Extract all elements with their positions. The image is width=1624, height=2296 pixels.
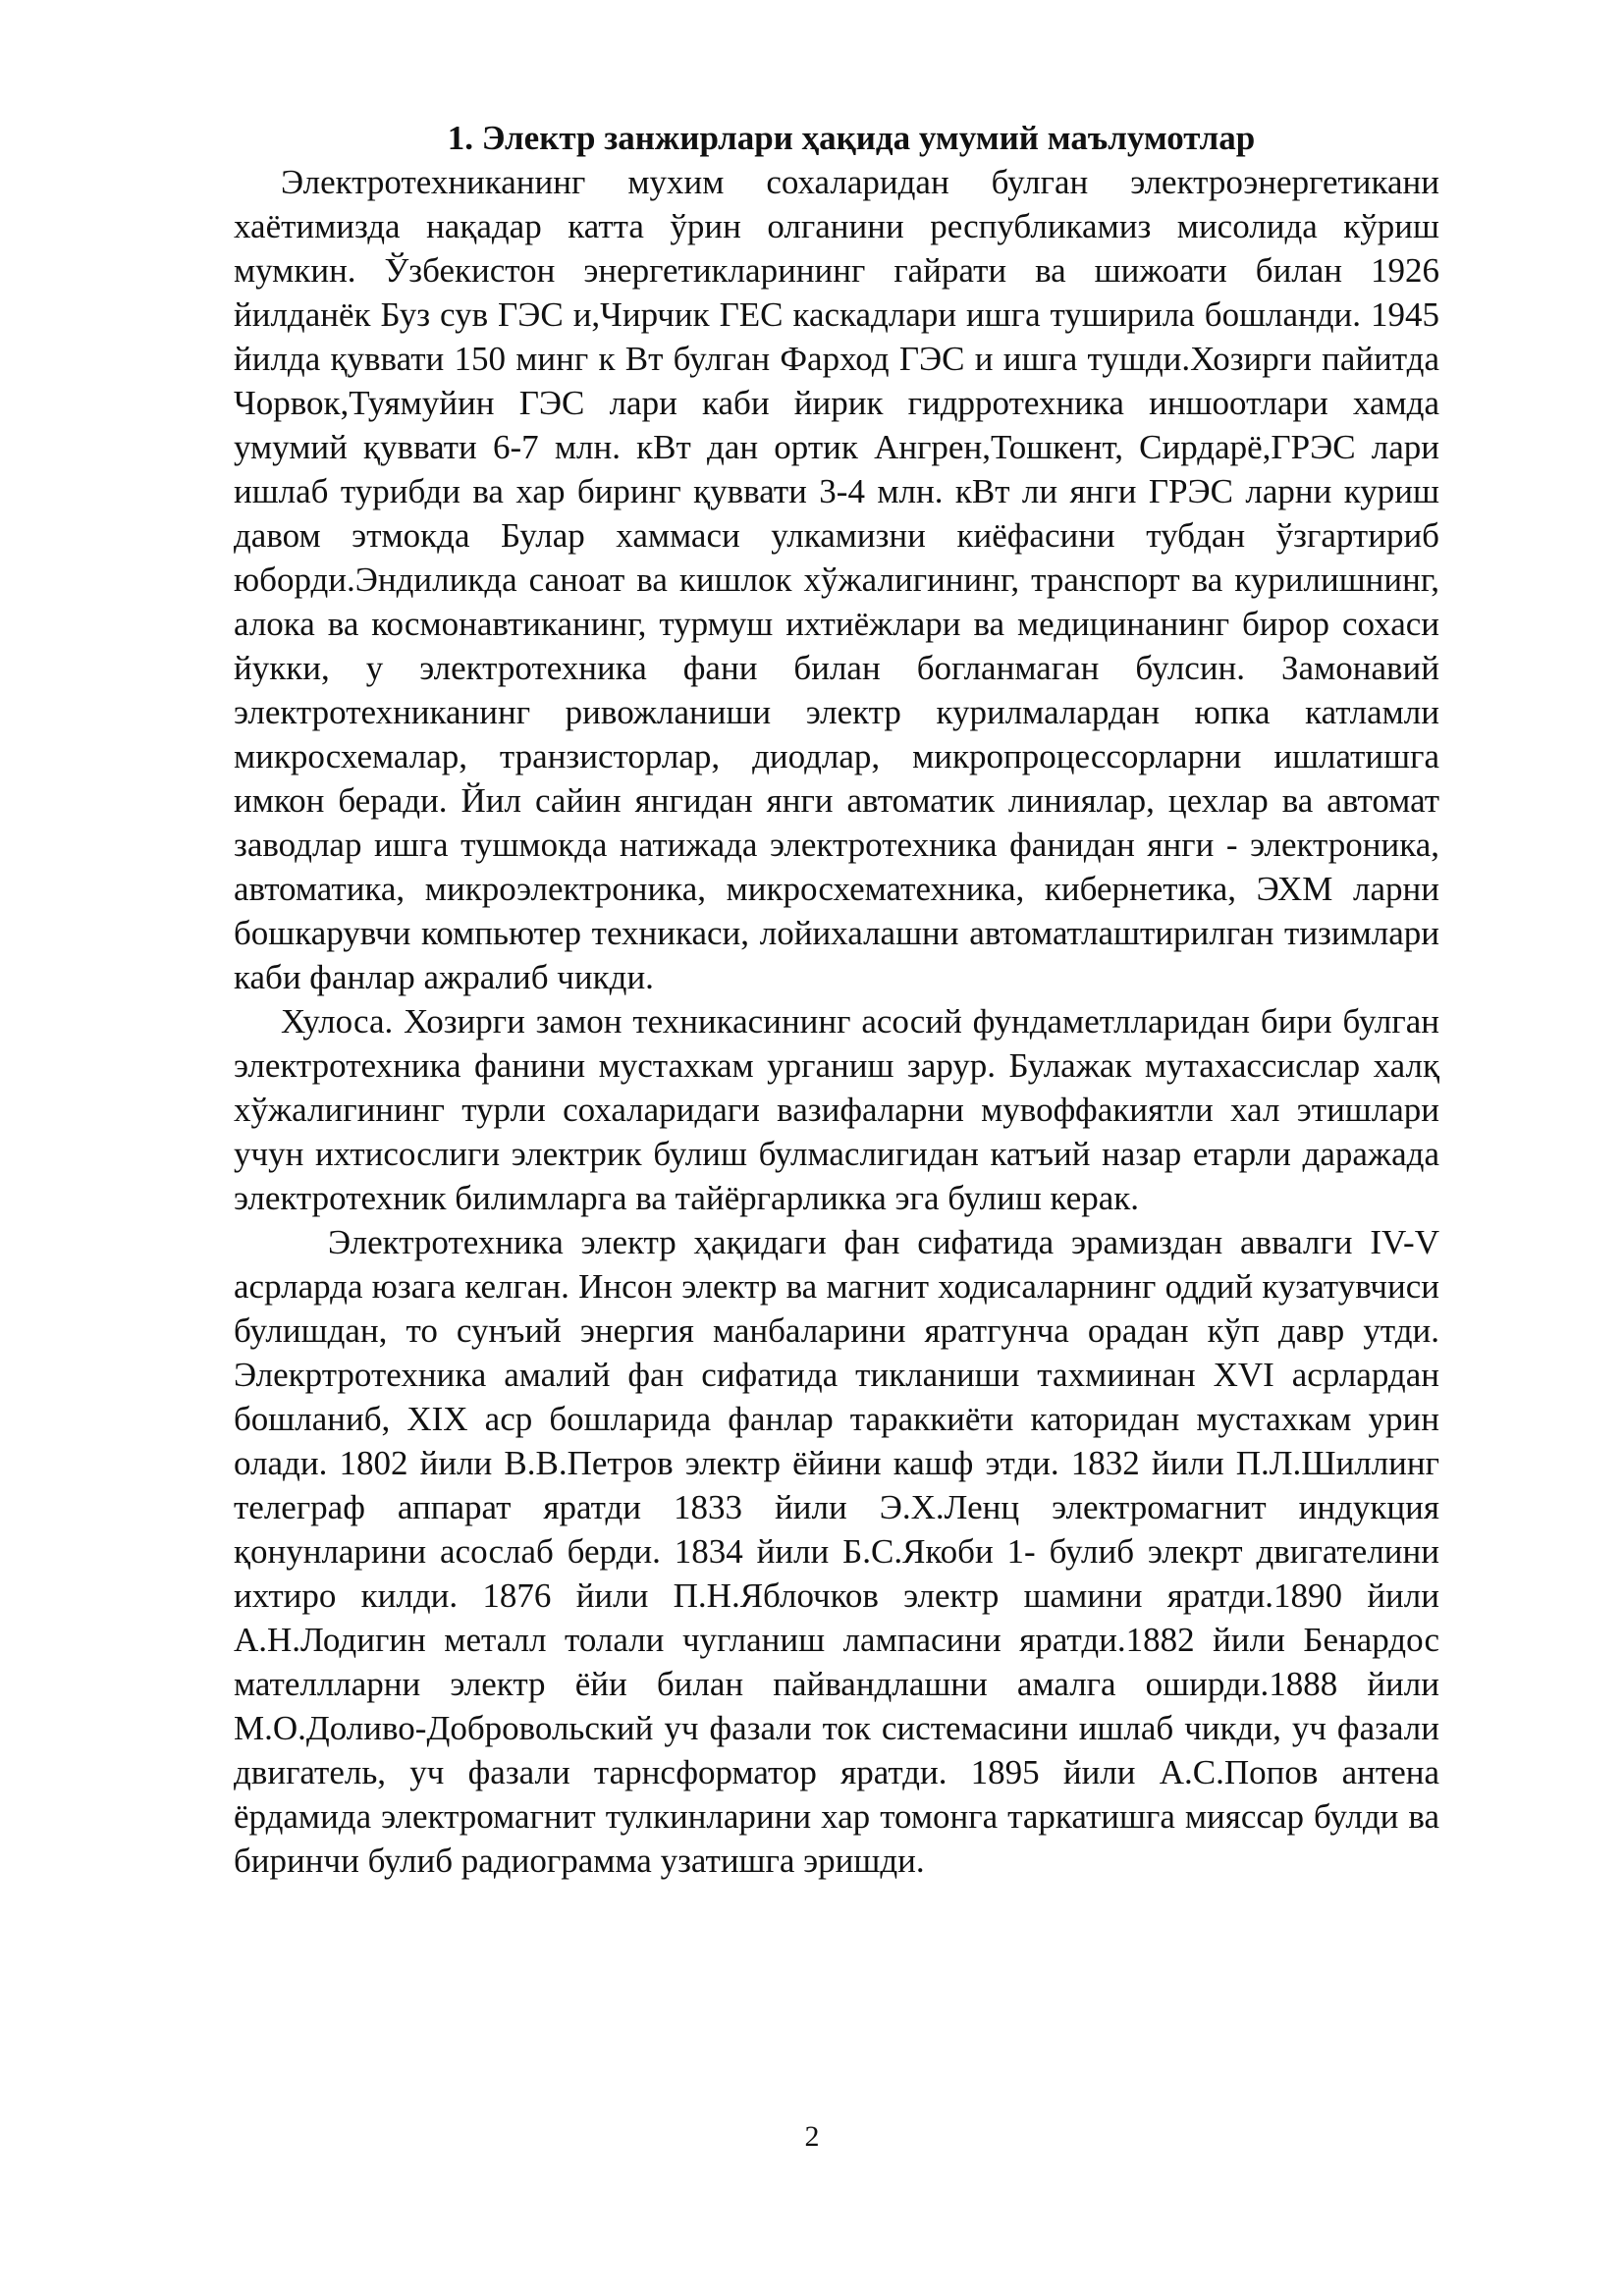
- paragraph-conclusion: Хулоса. Хозирги замон техникасининг асосий фундаметлларидан бири булган электротехника фанини мустахкам урганиш зарур. Булажак мутахассислар халқ хўжалигининг турли сохаларидаги вазифаларни мувоффакиятли хал этишлари учун ихтисослиги электрик булиш булмаслигидан катъий назар етарли даражада электротехник билимларга ва тайёргарликка эга булиш керак.: [234, 1002, 1439, 1217]
- section-heading: 1. Электр занжирлари ҳақида умумий маълумотлар: [447, 119, 1256, 157]
- document-page: [234, 116, 1439, 1883]
- page-number: 2: [804, 2120, 820, 2153]
- paragraph-history: Электротехника электр ҳақидаги фан сифатида эрамиздан аввалги IV-V асрларда юзага келган. Инсон электр ва магнит ходисаларнинг оддий кузатувчиси булишдан, то сунъий энергия манбаларини яратгунча орадан кўп давр утди. Элекртротехника амалий фан сифатида тикланиши тахмиинан XVI асрлардан бошланиб, XIX аср бошларида фанлар тараккиёти каторидан мустахкам урин олади. 1802 йили В.В.Петров электр ёйини кашф этди. 1832 йили П.Л.Шиллинг телеграф аппарат яратди 1833 йили Э.Х.Ленц электромагнит индукция қонунларини асослаб берди. 1834 йили Б.С.Якоби 1- булиб элекрт двигателини ихтиро килди. 1876 йили П.Н.Яблочков электр шамини яратди.1890 йили А.Н.Лодигин металл толали чугланиш лампасини яратди.1882 йили Бенардос мателлларни электр ёйи билан пайвандлашни амалга оширди.1888 йили М.О.Доливо-Добровольский уч фазали ток системасини ишлаб чикди, уч фазали двигатель, уч фазали тарнсформатор яратди. 1895 йили А.С.Попов антена ёрдамида электромагнит тулкинларини хар томонга таркатишга миясcар булди ва биринчи булиб радиограмма узатишга эришди.: [234, 1223, 1439, 1880]
- paragraph-intro: Электротехниканинг мухим сохаларидан булган электроэнергетикани хаётимизда нақадар катта ўрин олганини республикамиз мисолида кўриш мумкин. Ўзбекистон энергетикларининг гайрати ва шижоати билан 1926 йилданёк Буз сув ГЭС и,Чирчик ГЕС каскадлари ишга туширила бошланди. 1945 йилда қуввати 150 минг к Вт булган Фарход ГЭС и ишга тушди.Хозирги пайитда Чорвок,Туямуйин ГЭС лари каби йирик гидрротехника иншоотлари хамда умумий қуввати 6-7 млн. кВт дан ортик Ангрен,Тошкент, Сирдарё,ГРЭС лари ишлаб турибди ва хар биринг қуввати 3-4 млн. кВт ли янги ГРЭС ларни куриш давом этмокда Булар хаммаси улкамизни киёфасини тубдан ўзгартириб юборди.Эндиликда саноат ва кишлок хўжалигининг, транспорт ва курилишнинг, алока ва космонавтиканинг, турмуш ихтиёжлари ва медицинанинг бирор сохаси йукки, у электротехника фани билан богланмаган булсин. Замонавий электротехниканинг ривожланиши электр курилмалардан юпка катламли микросхемалар, транзисторлар, диодлар, микропроцессорларни ишлатишга имкон беради. Йил сайин янгидан янги автоматик линиялар, цехлар ва автомат заводлар ишга тушмокда натижада электротехника фанидан янги - электроника, автоматика, микроэлектроника, микросхематехника, кибернетика, ЭХМ ларни бошкарувчи компьютер техникаси, лойихалашни автоматлаштирилган тизимлари каби фанлар ажралиб чикди.: [234, 163, 1439, 996]
